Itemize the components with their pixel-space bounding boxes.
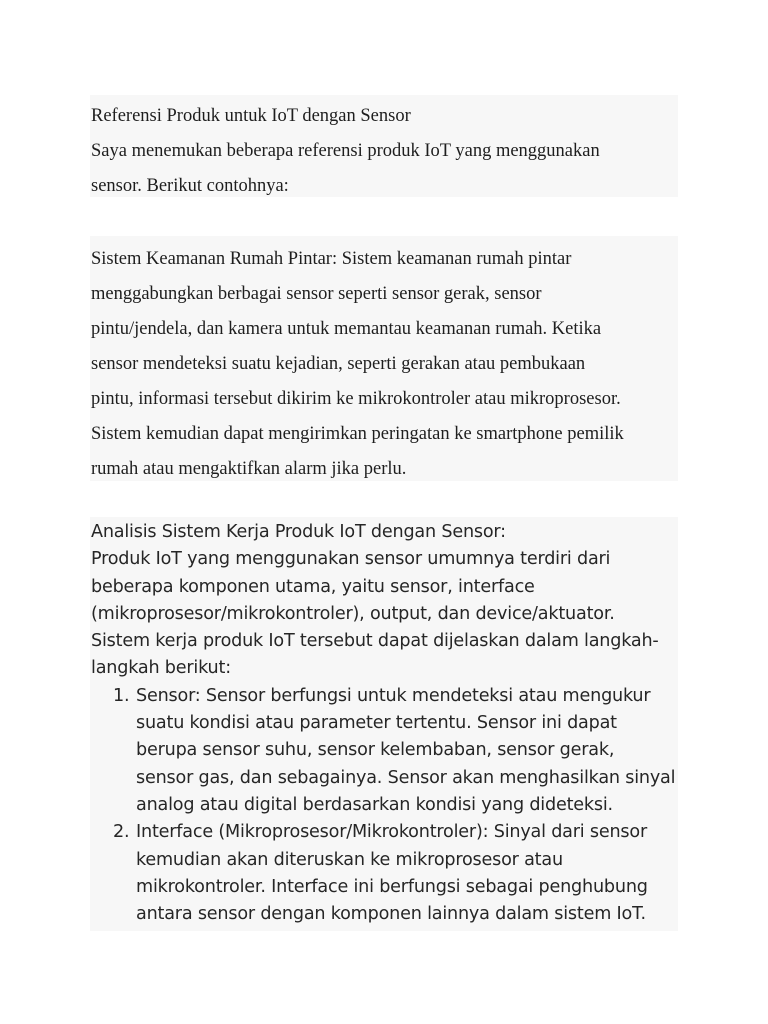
- list-number: 1.: [113, 685, 130, 706]
- security-line: pintu, informasi tersebut dikirim ke mikrokontroler atau mikroprosesor.: [91, 389, 621, 409]
- step-line: mikrokontroler. Interface ini berfungsi sebagai penghubung: [136, 876, 648, 897]
- security-line: rumah atau mengaktifkan alarm jika perlu.: [91, 459, 407, 479]
- intro-line: Saya menemukan beberapa referensi produk IoT yang menggunakan: [91, 141, 600, 161]
- list-item: [91, 683, 678, 819]
- security-line: menggabungkan berbagai sensor seperti sensor gerak, sensor: [91, 284, 542, 304]
- analysis-title: Analisis Sistem Kerja Produk IoT dengan Sensor:: [91, 522, 506, 542]
- step-line: sensor gas, dan sebagainya. Sensor akan menghasilkan sinyal: [136, 767, 676, 788]
- analysis-line: langkah berikut:: [91, 658, 231, 679]
- smart-home-security-section: [90, 236, 678, 481]
- intro-section: [90, 95, 678, 197]
- step-line: analog atau digital berdasarkan kondisi yang dideteksi.: [136, 794, 613, 815]
- intro-title: Referensi Produk untuk IoT dengan Sensor: [91, 106, 411, 126]
- step-line: Interface (Mikroprosesor/Mikrokontroler): Sinyal dari sensor: [136, 822, 647, 843]
- step-line: suatu kondisi atau parameter tertentu. Sensor ini dapat: [136, 713, 617, 734]
- step-line: berupa sensor suhu, sensor kelembaban, sensor gerak,: [136, 740, 615, 761]
- security-line: pintu/jendela, dan kamera untuk memantau keamanan rumah. Ketika: [91, 319, 602, 339]
- security-line: Sistem Keamanan Rumah Pintar: Sistem keamanan rumah pintar: [91, 249, 572, 269]
- steps-list: [91, 683, 678, 929]
- intro-line: sensor. Berikut contohnya:: [91, 176, 289, 196]
- step-line: kemudian akan diteruskan ke mikroprosesor atau: [136, 849, 563, 870]
- list-number: 2.: [113, 822, 130, 843]
- analysis-line: Sistem kerja produk IoT tersebut dapat dijelaskan dalam langkah-: [91, 631, 659, 652]
- list-item: [91, 819, 678, 928]
- step-line: antara sensor dengan komponen lainnya dalam sistem IoT.: [136, 904, 646, 925]
- analysis-section: [90, 517, 678, 931]
- analysis-line: beberapa komponen utama, yaitu sensor, interface: [91, 576, 535, 597]
- security-line: Sistem kemudian dapat mengirimkan peringatan ke smartphone pemilik: [91, 424, 624, 444]
- analysis-line: (mikroprosesor/mikrokontroler), output, dan device/aktuator.: [91, 603, 615, 624]
- analysis-line: Produk IoT yang menggunakan sensor umumnya terdiri dari: [91, 549, 611, 570]
- step-line: Sensor: Sensor berfungsi untuk mendeteksi atau mengukur: [136, 685, 651, 706]
- security-line: sensor mendeteksi suatu kejadian, seperti gerakan atau pembukaan: [91, 354, 586, 374]
